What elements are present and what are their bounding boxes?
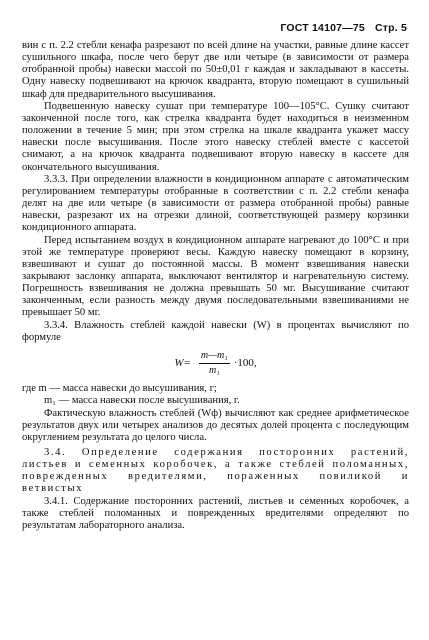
paragraph-air-heating: Перед испытанием воздух в кондиционном аппарате нагревают до 100°С и при этой же температуре проверяют весы. Каждую навеску помещают в корзину, взвешивают и сушат до постоянной массы. В момент взвешивания навески закрывают заслонку аппарата, выключают вентилятор и нагревательную систему. Погрешность взвешивания не должна превышать 50 мг. Высушивание считают законченным, если разность между двумя последовательными взвешиваниями не превышает 50 мг. — [22, 234, 409, 319]
formula-rhs: ·100, — [233, 357, 257, 370]
formula-lhs: W= — [174, 357, 191, 370]
paragraph-drying: Подвешенную навеску сушат при температуре 100—105°С. Сушку считают законченной после того, как стрелка квадранта будет находиться в неизменном положении в течение 5 мин; при этом стрелка на шкале квадранта укажет массу навески после высушивания. После этого навеску стеблей вместе с кассетой снимают, а на крючок квадранта подвешивают вторую навеску в кассете для окончательного высушивания. — [22, 100, 409, 173]
paragraph-3-3-4: 3.3.4. Влажность стеблей каждой навески (W) в процентах вычисляют по формуле — [22, 319, 409, 343]
formula-denominator: m₁ — [208, 365, 220, 377]
paragraph-3-4-1: 3.4.1. Содержание посторонних растений, листьев и семенных коробочек, а также стеблей поломанных и поврежденных вредителями определяют по результатам лабораторного анализа. — [22, 495, 409, 531]
moisture-formula — [22, 350, 409, 377]
paragraph-continued: вин с п. 2.2 стебли кенафа разрезают по всей длине на участки, равные длине кассет сушильного шкафа, после чего берут две или четыре (в зависимости от размера отобранной пробы) навески массой по 50±0,01 г каждая и закладывают в кассеты. Одну навеску подвешивают на крючок квадранта, вторую помещают в сушильный шкаф для предварительного высушивания. — [22, 40, 409, 100]
formula-fraction — [199, 350, 230, 377]
body-text — [22, 40, 409, 532]
page-header — [22, 22, 409, 34]
paragraph-3-3-3: 3.3.3. При определении влажности в кондиционном аппарате с автоматическим регулированием температуры отобранные в соответствии с п. 2.2 стебли кенафа делят на две или четыре (в зависимости от размера отобранной пробы) равные навески, разрезают их на отрезки длиной, соответствующей размеру корзинки кондиционного аппарата. — [22, 173, 409, 234]
page-number: Стр. 5 — [374, 22, 407, 34]
legend-m: где m — масса навески до высушивания, г; — [22, 383, 217, 395]
section-3-4-heading: 3.4. Определение содержания посторонних растений, листьев и семенных коробочек, а также стеблей поломанных, поврежденных вредителями, пораженных повиликой и ветвистых — [22, 447, 409, 495]
standard-number: ГОСТ 14107—75 — [280, 22, 365, 34]
paragraph-actual-moisture: Фактическую влажность стеблей (Wф) вычисляют как среднее арифметическое результатов двух или четырех анализов до десятых долей процента с последующим округлением результата до целого числа. — [22, 407, 409, 443]
formula-numerator: m—m₁ — [199, 350, 230, 364]
legend-m1: m₁ — масса навески после высушивания, г. — [44, 395, 240, 407]
